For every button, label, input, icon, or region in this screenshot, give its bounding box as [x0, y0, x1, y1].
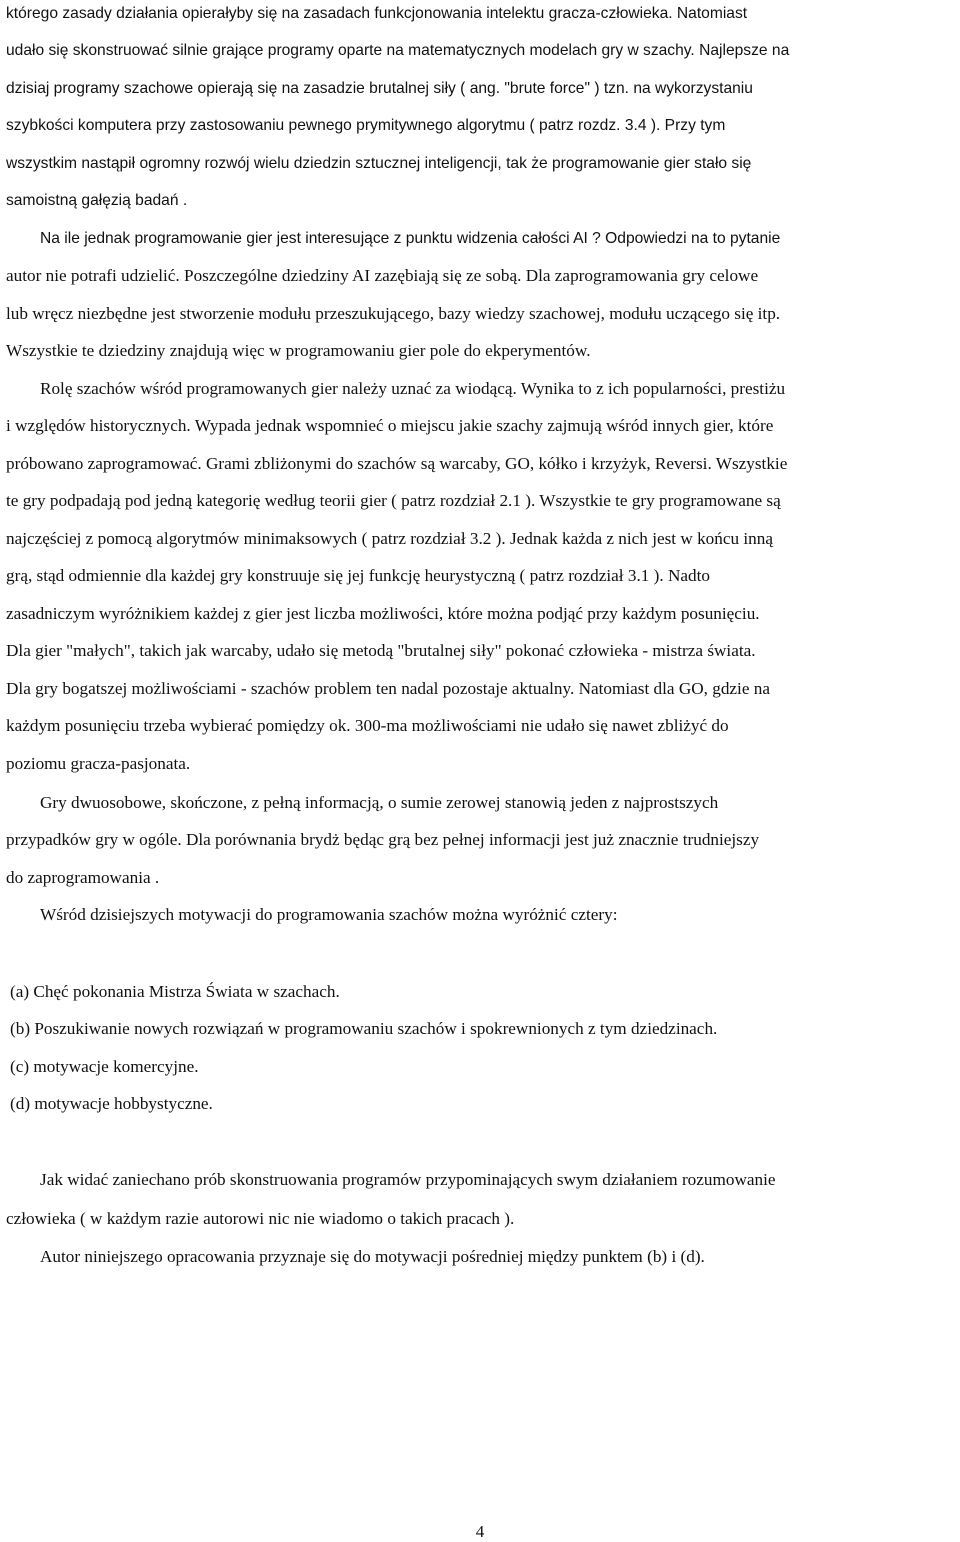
text-line: Rolę szachów wśród programowanych gier należy uznać za wiodącą. Wynika to z ich popularności, prestiżu — [40, 379, 786, 398]
text-line: Wśród dzisiejszych motywacji do programowania szachów można wyróżnić cztery: — [40, 905, 618, 924]
text-line: człowieka ( w każdym razie autorowi nic nie wiadomo o takich pracach ). — [6, 1209, 515, 1228]
list-item: (b) Poszukiwanie nowych rozwiązań w programowaniu szachów i spokrewnionych z tym dziedzinach. — [10, 1019, 718, 1038]
text-line: samoistną gałęzią badań . — [6, 192, 188, 209]
text-line: lub wręcz niezbędne jest stworzenie modułu przeszukującego, bazy wiedzy szachowej, modułu uczącego się itp. — [6, 304, 781, 323]
text-line: wszystkim nastąpił ogromny rozwój wielu dziedzin sztucznej inteligencji, tak że programowanie gier stało się — [6, 155, 752, 172]
text-line: Na ile jednak programowanie gier jest interesujące z punktu widzenia całości AI ? Odpowiedzi na to pytanie — [40, 230, 781, 247]
text-line: dzisiaj programy szachowe opierają się na zasadzie brutalnej siły ( ang. "brute force" ) tzn. na wykorzystaniu — [6, 80, 753, 97]
page-number: 4 — [475, 1522, 485, 1541]
text-line: udało się skonstruować silnie grające programy oparte na matematycznych modelach gry w szachy. Najlepsze na — [6, 42, 790, 59]
text-line: do zaprogramowania . — [6, 868, 160, 887]
text-line: poziomu gracza-pasjonata. — [6, 754, 191, 773]
text-line: szybkości komputera przy zastosowaniu pewnego prymitywnego algorytmu ( patrz rozdz. 3.4 ). Przy tym — [6, 117, 726, 134]
text-line: i względów historycznych. Wypada jednak wspomnieć o miejscu jakie szachy zajmują wśród innych gier, które — [6, 416, 774, 435]
text-line: Dla gry bogatszej możliwościami - szachów problem ten nadal pozostaje aktualny. Natomiast dla GO, gdzie na — [6, 679, 770, 698]
text-line: przypadków gry w ogóle. Dla porównania brydż będąc grą bez pełnej informacji jest już znacznie trudniejszy — [6, 830, 760, 849]
text-line: każdym posunięciu trzeba wybierać pomiędzy ok. 300-ma możliwościami nie udało się nawet zbliżyć do — [6, 716, 729, 735]
list-item: (d) motywacje hobbystyczne. — [10, 1094, 213, 1113]
list-item: (a) Chęć pokonania Mistrza Świata w szachach. — [10, 982, 340, 1001]
list-item: (c) motywacje komercyjne. — [10, 1057, 199, 1076]
text-line: najczęściej z pomocą algorytmów minimaksowych ( patrz rozdział 3.2 ). Jednak każda z nich jest w końcu inną — [6, 529, 773, 548]
text-line: Gry dwuosobowe, skończone, z pełną informacją, o sumie zerowej stanowią jeden z najprostszych — [40, 793, 719, 812]
text-line: próbowano zaprogramować. Grami zbliżonymi do szachów są warcaby, GO, kółko i krzyżyk, Reversi. Wszystkie — [6, 454, 788, 473]
text-line: którego zasady działania opierałyby się na zasadach funkcjonowania intelektu gracza-człowieka. Natomiast — [6, 5, 748, 22]
text-line: grą, stąd odmiennie dla każdej gry konstruuje się jej funkcję heurystyczną ( patrz rozdział 3.1 ). Nadto — [6, 566, 710, 585]
text-line: Dla gier "małych", takich jak warcaby, udało się metodą "brutalnej siły" pokonać człowieka - mistrza świata. — [6, 641, 756, 660]
text-line: te gry podpadają pod jedną kategorię według teorii gier ( patrz rozdział 2.1 ). Wszystkie te gry programowane są — [6, 491, 781, 510]
text-line: Autor niniejszego opracowania przyznaje się do motywacji pośredniej między punktem (b) i (d). — [40, 1247, 705, 1266]
text-line: Jak widać zaniechano prób skonstruowania programów przypominających swym działaniem rozumowanie — [40, 1170, 776, 1189]
text-line: autor nie potrafi udzielić. Poszczególne dziedziny AI zazębiają się ze sobą. Dla zaprogramowania gry celowe — [6, 266, 759, 285]
text-line: zasadniczym wyróżnikiem każdej z gier jest liczba możliwości, które można podjąć przy każdym posunięciu. — [6, 604, 760, 623]
text-line: Wszystkie te dziedziny znajdują więc w programowaniu gier pole do ekperymentów. — [6, 341, 591, 360]
